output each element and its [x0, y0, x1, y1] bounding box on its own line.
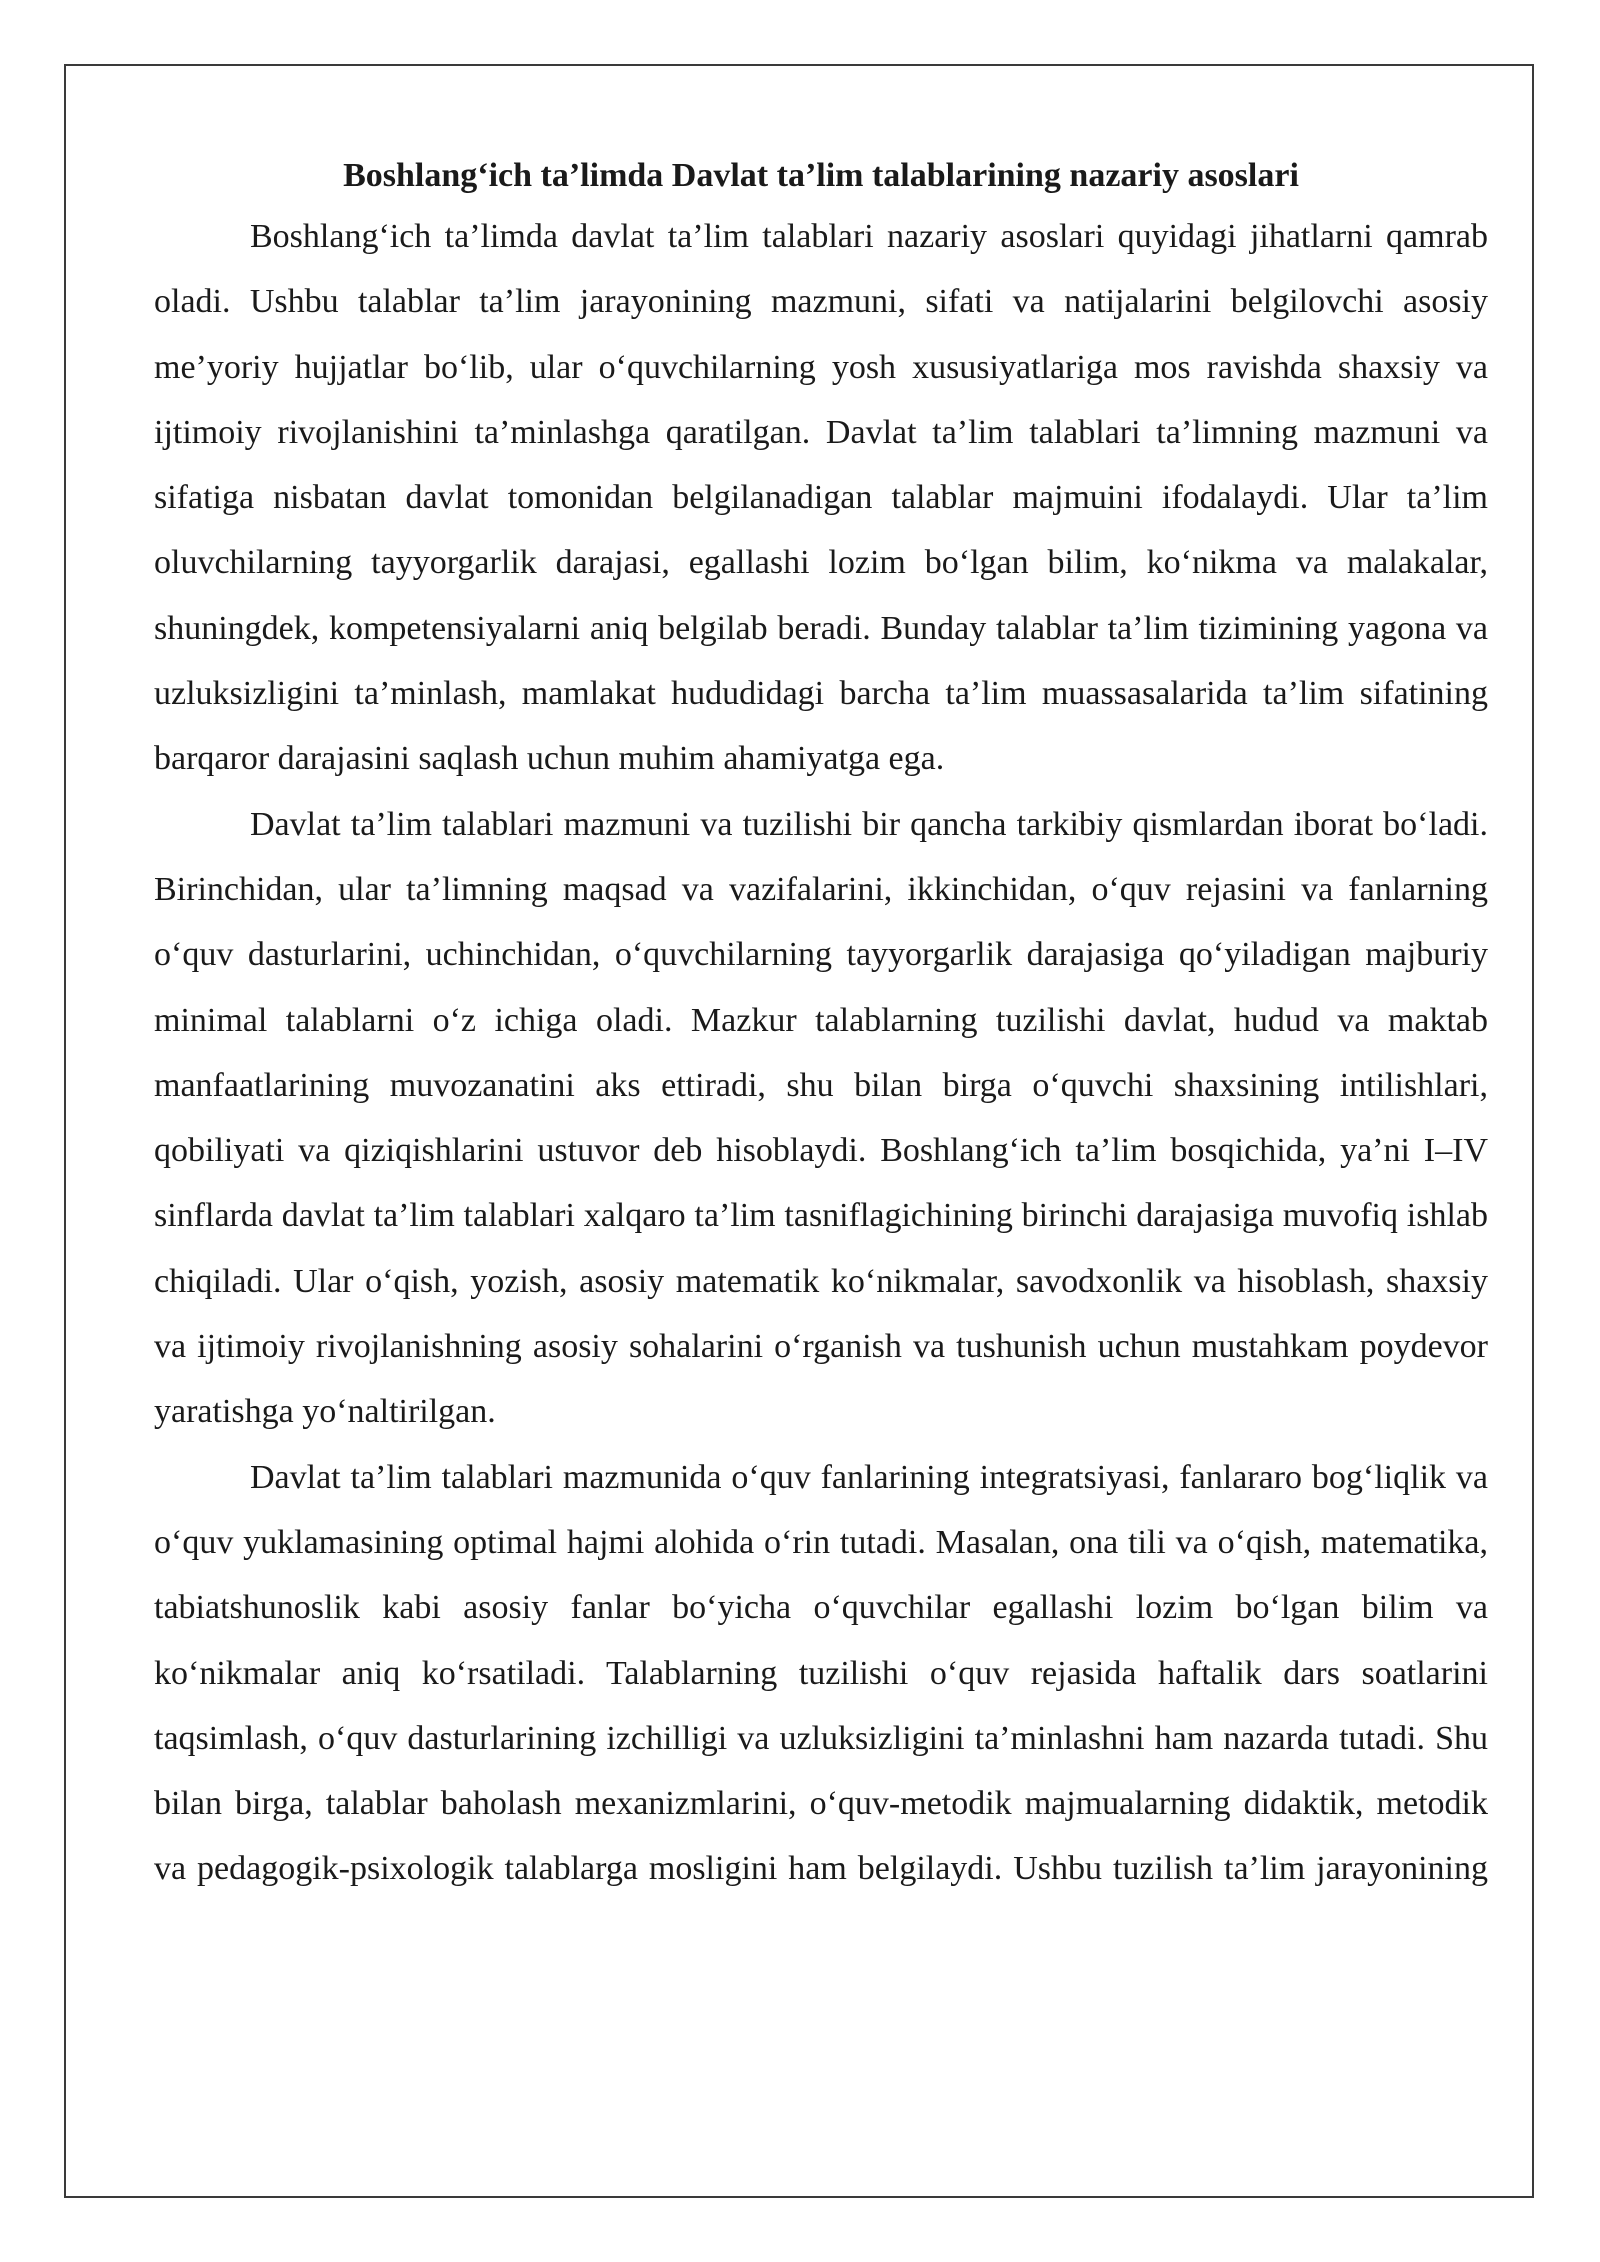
- paragraph-1: Boshlang‘ich ta’limda davlat ta’lim talablari nazariy asoslari quyidagi jihatlarni qamrab oladi. Ushbu talablar ta’lim jarayonining mazmuni, sifati va natijalarini belgilovchi asosiy me’yoriy hujjatlar bo‘lib, ular o‘quvchilarning yosh xususiyatlariga mos ravishda shaxsiy va ijtimoiy rivojlanishini ta’minlashga qaratilgan. Davlat ta’lim talablari ta’limning mazmuni va sifatiga nisbatan davlat tomonidan belgilanadigan talablar majmuini ifodalaydi. Ular ta’lim oluvchilarning tayyorgarlik darajasi, egallashi lozim bo‘lgan bilim, ko‘nikma va malakalar, shuningdek, kompetensiyalarni aniq belgilab beradi. Bunday talablar ta’lim tizimining yagona va uzluksizligini ta’minlash, mamlakat hududidagi barcha ta’lim muassasalarida ta’lim sifatining barqaror darajasini saqlash uchun muhim ahamiyatga ega.: [154, 218, 1488, 778]
- paragraph-2: Davlat ta’lim talablari mazmuni va tuzilishi bir qancha tarkibiy qismlardan iborat bo‘ladi. Birinchidan, ular ta’limning maqsad va vazifalarini, ikkinchidan, o‘quv rejasini va fanlarning o‘quv dasturlarini, uchinchidan, o‘quvchilarning tayyorgarlik darajasiga qo‘yiladigan majburiy minimal talablarni o‘z ichiga oladi. Mazkur talablarning tuzilishi davlat, hudud va maktab manfaatlarining muvozanatini aks ettiradi, shu bilan birga o‘quvchi shaxsining intilishlari, qobiliyati va qiziqishlarini ustuvor deb hisoblaydi. Boshlang‘ich ta’lim bosqichida, ya’ni I–IV sinflarda davlat ta’lim talablari xalqaro ta’lim tasniflagichining birinchi darajasiga muvofiq ishlab chiqiladi. Ular o‘qish, yozish, asosiy matematik ko‘nikmalar, savodxonlik va hisoblash, shaxsiy va ijtimoiy rivojlanishning asosiy sohalarini o‘rganish va tushunish uchun mustahkam poydevor yaratishga yo‘naltirilgan.: [154, 805, 1488, 1431]
- paragraph-3: Davlat ta’lim talablari mazmunida o‘quv fanlarining integratsiyasi, fanlararo bog‘liqlik va o‘quv yuklamasining optimal hajmi alohida o‘rin tutadi. Masalan, ona tili va o‘qish, matematika, tabiatshunoslik kabi asosiy fanlar bo‘yicha o‘quvchilar egallashi lozim bo‘lgan bilim va ko‘nikmalar aniq ko‘rsatiladi. Talablarning tuzilishi o‘quv rejasida haftalik dars soatlarini taqsimlash, o‘quv dasturlarining izchilligi va uzluksizligini ta’minlashni ham nazarda tutadi. Shu bilan birga, talablar baholash mexanizmlarini, o‘quv-metodik majmualarning didaktik, metodik va pedagogik-psixologik talablarga mosligini ham belgilaydi. Ushbu tuzilish ta’lim jarayonining: [154, 1458, 1488, 1888]
- document-title: Boshlang‘ich ta’limda Davlat ta’lim talablarining nazariy asoslari: [343, 157, 1299, 194]
- document-body: [154, 150, 1488, 1902]
